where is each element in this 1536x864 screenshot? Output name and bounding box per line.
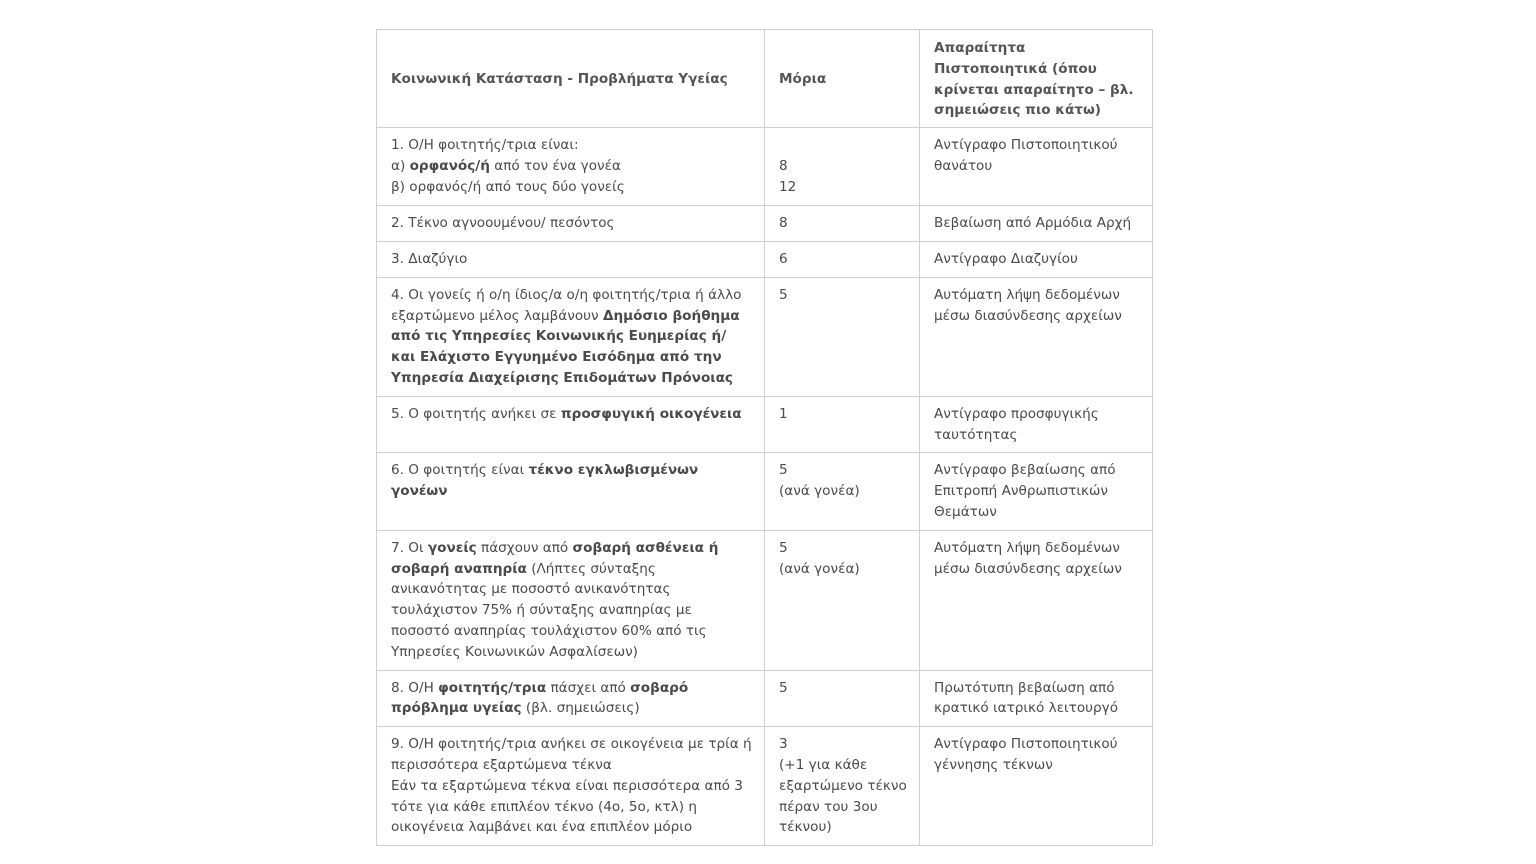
certificate-cell: Πρωτότυπη βεβαίωση από κρατικό ιατρικό λειτουργό (920, 670, 1153, 727)
bold-fragment: προσφυγική οικογένεια (560, 405, 742, 422)
criteria-table (376, 29, 1153, 846)
points-cell: 1 (765, 396, 920, 453)
certificate-cell: Αντίγραφο Πιστοποιητικού θανάτου (920, 128, 1153, 206)
points-line: (+1 για κάθε εξαρτώμενο τέκνο πέραν του 3ου τέκνου) (779, 756, 907, 836)
text-fragment: 4. Οι γονείς ή ο/η ίδιος/α ο/η φοιτητής/τρια ή άλλο εξαρτώμενο μέλος λαμβάνουν (391, 286, 742, 324)
points-cell (765, 453, 920, 530)
points-line: 5 (779, 462, 788, 479)
certificate-cell: Αντίγραφο προσφυγικής ταυτότητας (920, 396, 1153, 453)
bold-fragment: τέκνο εγκλωβισμένων γονέων (391, 462, 699, 500)
text-fragment: 8. Ο/Η (391, 679, 439, 696)
bold-fragment: ορφανός/ή (409, 157, 490, 174)
points-cell (765, 727, 920, 846)
points-line: 8 (779, 157, 788, 174)
certificate-cell: Αντίγραφο Πιστοποιητικού γέννησης τέκνων (920, 727, 1153, 846)
text-fragment: (βλ. σημειώσεις) (521, 700, 640, 717)
table-row (377, 530, 1153, 670)
points-line: (ανά γονέα) (779, 560, 860, 577)
text-fragment: 5. Ο φοιτητής ανήκει σε (391, 405, 561, 422)
table-row (377, 453, 1153, 530)
text-fragment: πάσχουν από (476, 539, 573, 556)
table-row (377, 206, 1153, 242)
bold-fragment: γονείς (427, 539, 477, 556)
points-cell (765, 530, 920, 670)
condition-cell (377, 453, 765, 530)
condition-line: 1. Ο/Η φοιτητής/τρια είναι: (391, 137, 579, 154)
bold-fragment: σοβαρό πρόβλημα υγείας (391, 679, 689, 717)
certificate-cell: Αντίγραφο βεβαίωσης από Επιτροπή Ανθρωπιστικών Θεμάτων (920, 453, 1153, 530)
header-condition: Κοινωνική Κατάσταση - Προβλήματα Υγείας (377, 30, 765, 128)
points-line (779, 135, 909, 156)
header-points: Μόρια (765, 30, 920, 128)
condition-line: Εάν τα εξαρτώμενα τέκνα είναι περισσότερα από 3 τότε για κάθε επιπλέον τέκνο (4ο, 5ο, κτλ) η οικογένεια λαμβάνει και ένα επιπλέον μόριο (391, 777, 743, 836)
certificate-cell: Βεβαίωση από Αρμόδια Αρχή (920, 206, 1153, 242)
condition-line (391, 156, 754, 177)
text-fragment: 7. Οι (391, 539, 428, 556)
points-line: 12 (779, 178, 797, 195)
text-fragment: α) (391, 157, 410, 174)
points-cell: 5 (765, 670, 920, 727)
certificate-cell: Αυτόματη λήψη δεδομένων μέσω διασύνδεσης αρχείων (920, 277, 1153, 396)
table-row (377, 128, 1153, 206)
condition-cell (377, 670, 765, 727)
points-cell: 5 (765, 277, 920, 396)
table-row (377, 670, 1153, 727)
bold-fragment: σοβαρή ασθένεια ή σοβαρή αναπηρία (391, 539, 719, 577)
points-cell (765, 128, 920, 206)
condition-cell (377, 727, 765, 846)
table-row (377, 277, 1153, 396)
certificate-cell: Αντίγραφο Διαζυγίου (920, 241, 1153, 277)
condition-line: 9. Ο/Η φοιτητής/τρια ανήκει σε οικογένεια με τρία ή περισσότερα εξαρτώμενα τέκνα (391, 736, 752, 773)
text-fragment: (Λήπτες σύνταξης ανικανότητας με ποσοστό ανικανότητας τουλάχιστον 75% ή σύνταξης αναπηρίας με ποσοστό αναπηρίας τουλάχιστον 60% από τις Υπηρεσίες Κοινωνικών Ασφαλίσεων) (391, 560, 707, 660)
points-line: (ανά γονέα) (779, 483, 860, 500)
points-line: 3 (779, 736, 788, 753)
certificate-cell: Αυτόματη λήψη δεδομένων μέσω διασύνδεσης αρχείων (920, 530, 1153, 670)
table-row (377, 396, 1153, 453)
header-certificates: Απαραίτητα Πιστοποιητικά (όπου κρίνεται απαραίτητο – βλ. σημειώσεις πιο κάτω) (920, 30, 1153, 128)
text-fragment: 6. Ο φοιτητής είναι (391, 462, 529, 479)
bold-fragment: Δημόσιο βοήθημα από τις Υπηρεσίες Κοινωνικής Ευημερίας ή/ και Ελάχιστο Εγγυημένο Εισόδημα από την Υπηρεσία Διαχείρισης Επιδομάτων Πρόνοιας (391, 307, 740, 386)
text-fragment: από τον ένα γονέα (489, 157, 621, 174)
bold-fragment: φοιτητής/τρια (438, 679, 547, 696)
points-cell: 8 (765, 206, 920, 242)
table-row (377, 241, 1153, 277)
condition-line: β) ορφανός/ή από τους δύο γονείς (391, 178, 625, 195)
text-fragment: πάσχει από (546, 679, 631, 696)
condition-cell (377, 277, 765, 396)
criteria-table-container (376, 29, 1152, 846)
table-row (377, 727, 1153, 846)
condition-cell (377, 530, 765, 670)
condition-cell: 3. Διαζύγιο (377, 241, 765, 277)
points-line: 5 (779, 539, 788, 556)
condition-cell: 2. Τέκνο αγνοουμένου/ πεσόντος (377, 206, 765, 242)
table-header-row (377, 30, 1153, 128)
condition-cell (377, 128, 765, 206)
points-cell: 6 (765, 241, 920, 277)
condition-cell (377, 396, 765, 453)
